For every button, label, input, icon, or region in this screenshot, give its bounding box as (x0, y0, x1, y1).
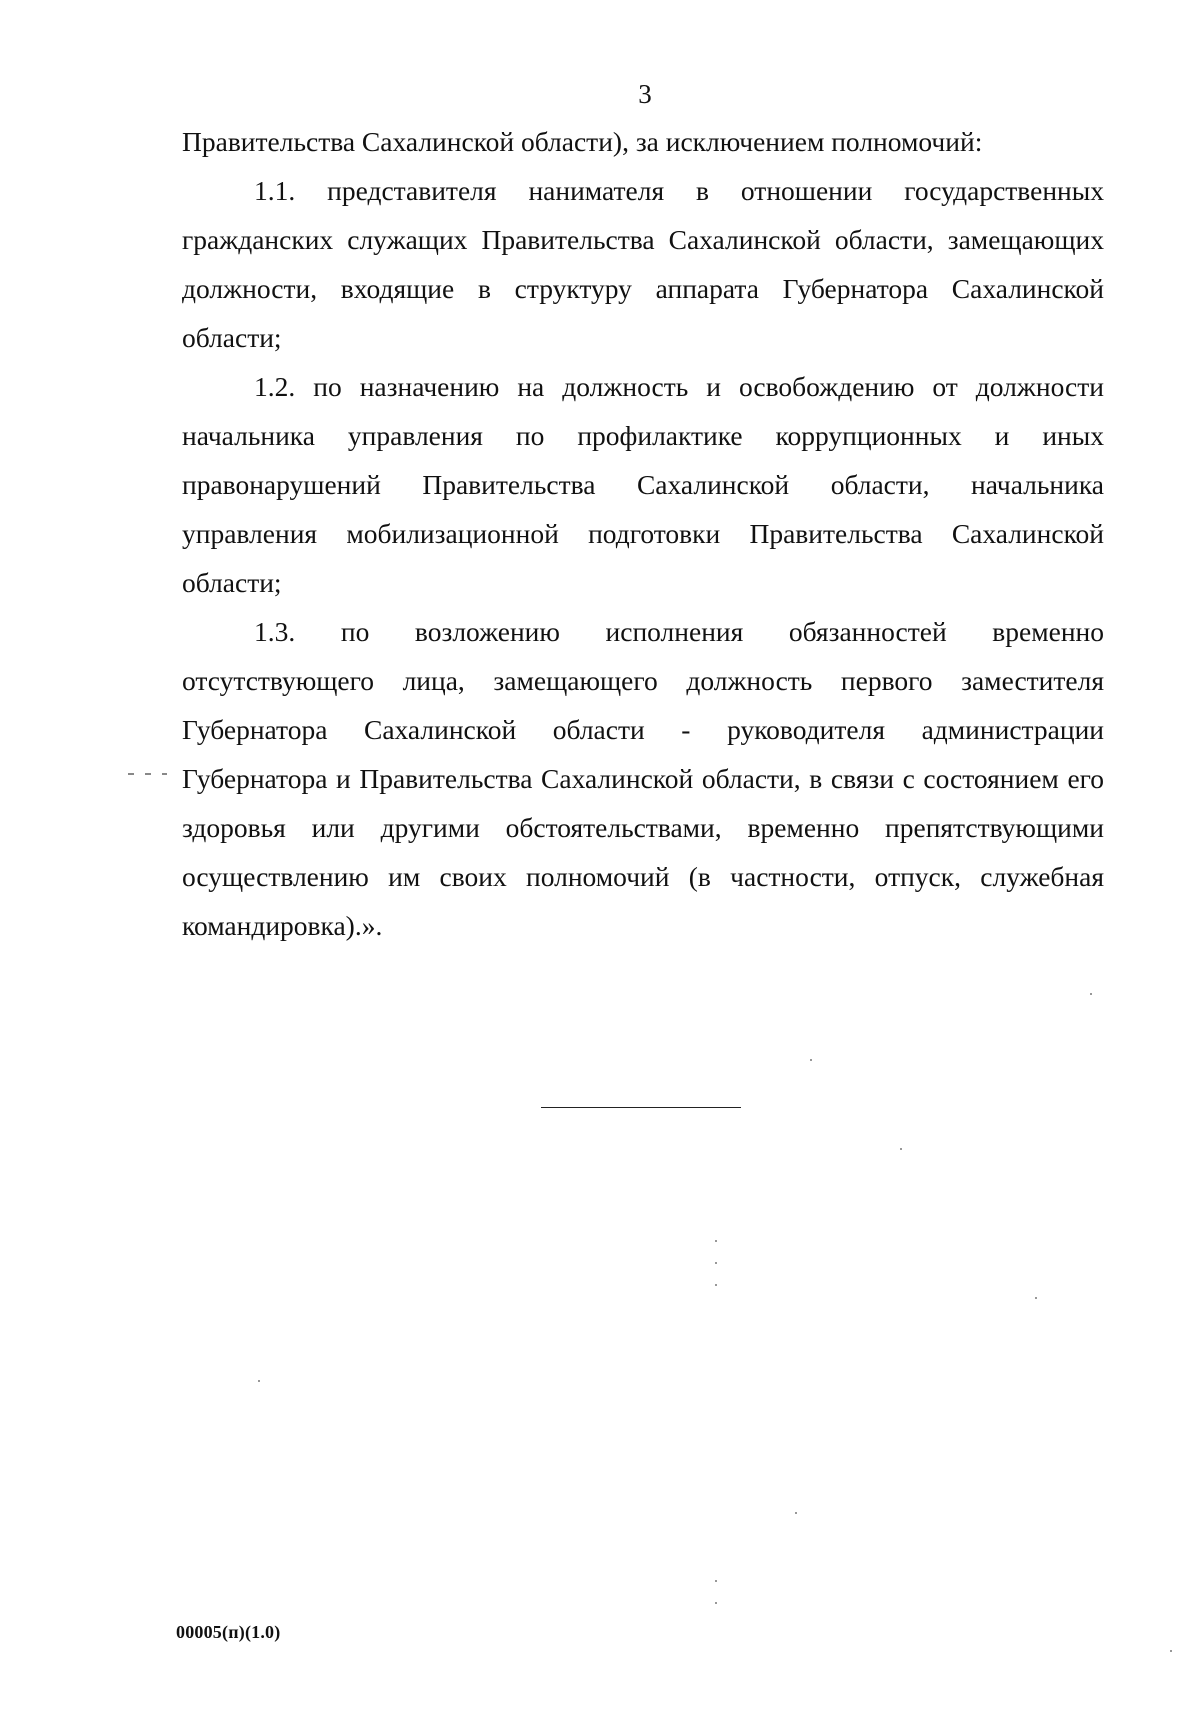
scan-speck (715, 1580, 717, 1582)
paragraph-item-1-2: 1.2. по назначению на должность и освобождению от должности начальника управления по профилактике коррупционных и иных правонарушений Правительства Сахалинской области, начальника управления мобилизационной подготовки Правительства Сахалинской области; (182, 371, 1104, 598)
scan-speck (1170, 1650, 1172, 1652)
scan-speck (715, 1240, 717, 1242)
paragraph-item-1-3: 1.3. по возложению исполнения обязанностей временно отсутствующего лица, замещающего должность первого заместителя Губернатора Сахалинской области - руководителя администрации Губернатора и Правительства Сахалинской области, в связи с состоянием его здоровья или другими обстоятельствами, временно препятствующими осуществлению им своих полномочий (в частности, отпуск, служебная командировка).». (182, 616, 1104, 941)
scan-speck (715, 1284, 717, 1286)
document-body (182, 117, 1104, 950)
scan-speck (810, 1059, 812, 1061)
paragraph-item-1-1: 1.1. представителя нанимателя в отношении государственных гражданских служащих Правительства Сахалинской области, замещающих должности, входящие в структуру аппарата Губернатора Сахалинской области; (182, 175, 1104, 353)
scan-speck (715, 1602, 717, 1604)
page-number: 3 (638, 79, 652, 109)
end-divider-line (541, 1107, 741, 1108)
scan-speck (258, 1380, 260, 1382)
paragraph-continuation: Правительства Сахалинской области), за исключением полномочий: (182, 126, 983, 157)
scan-speck (715, 1262, 717, 1264)
scan-speck (1090, 993, 1092, 995)
scan-dash (128, 773, 134, 775)
scan-speck (1035, 1297, 1037, 1299)
document-footer-code: 00005(п)(1.0) (176, 1622, 281, 1642)
scan-dash (145, 773, 151, 775)
scan-speck (900, 1148, 902, 1150)
scan-speck (795, 1512, 797, 1514)
scan-dash (162, 773, 167, 775)
